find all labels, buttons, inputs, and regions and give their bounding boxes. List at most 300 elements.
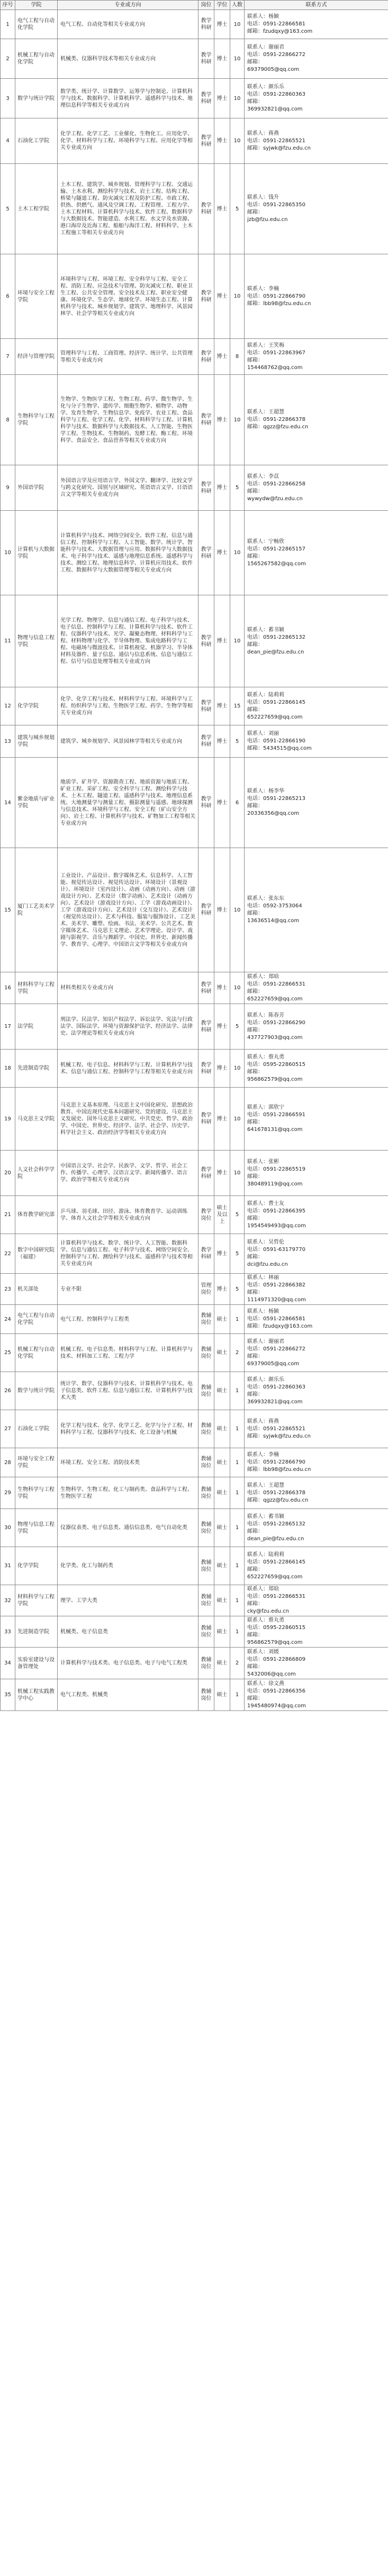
table-row	[1, 1305, 388, 1334]
contact-line: 电话：0591-22866581	[247, 1316, 305, 1322]
contact-line: 电话：0591-22866591	[247, 1112, 305, 1118]
table-row	[1, 725, 388, 758]
contact-line: 电话：0591-22865350	[247, 202, 305, 208]
cell-post: 教辅岗位	[198, 1334, 214, 1372]
cell-major: 机械工程、电子信息类、材料科学与工程、计算机科学与技术、材料加工工程、工程力学	[58, 1334, 198, 1372]
cell-no: 7	[1, 339, 15, 375]
contact-line: 邮箱：	[247, 1069, 263, 1075]
cell-degree: 博士	[214, 511, 230, 595]
cell-major: 建筑学、城乡规划学、风景园林学等相关专业或方向	[58, 725, 198, 758]
table-row	[1, 1372, 388, 1410]
cell-college: 电气工程与自动化学院	[15, 1305, 58, 1334]
contact-line: 380489119@qq.com	[247, 1181, 303, 1187]
cell-no: 16	[1, 972, 15, 1004]
contact-line: 邮箱：	[247, 1632, 263, 1638]
cell-no: 28	[1, 1448, 15, 1477]
contact-line: 邮箱：	[247, 988, 263, 995]
cell-post: 教学科研	[198, 687, 214, 725]
contact-line: 邮箱：	[247, 1663, 263, 1670]
cell-count: 10	[230, 39, 245, 79]
cell-degree: 硕士	[214, 1585, 230, 1616]
cell-post: 教学科研	[198, 375, 214, 465]
contact-line: 邮箱：syjwk@fzu.edu.cn	[247, 1433, 311, 1439]
cell-count: 10	[230, 595, 245, 687]
cell-major: 生物科学、生物工程、化工与制药类、食品科学与工程、生物医学工程	[58, 1477, 198, 1509]
cell-no: 31	[1, 1547, 15, 1585]
cell-count: 2	[230, 1648, 245, 1679]
contact-line: 电话：0591-63179770	[247, 1247, 305, 1253]
cell-contact	[245, 1334, 388, 1372]
cell-college: 机关部处	[15, 1274, 58, 1305]
table-row	[1, 972, 388, 1004]
table-row	[1, 595, 388, 687]
table-row	[1, 79, 388, 118]
cell-degree: 硕士	[214, 1372, 230, 1410]
cell-degree: 博士	[214, 1004, 230, 1050]
cell-college: 材料科学与工程学院	[15, 972, 58, 1004]
contact-line: 电话：0591-22866258	[247, 481, 305, 487]
cell-contact	[245, 1151, 388, 1196]
cell-count: 5	[230, 1234, 245, 1274]
contact-line: 联系人：刘媛	[247, 1649, 279, 1655]
contact-line: 电话：0591-22866531	[247, 981, 305, 987]
cell-degree: 硕士	[214, 1410, 230, 1448]
cell-count: 1	[230, 1477, 245, 1509]
cell-no: 14	[1, 758, 15, 848]
cell-major: 计算机科学与技术、数学、统计学、人工智能、数据科学、信息与通信工程、电子科学与技术、网络空间安全、控制科学与工程、测绘科学与技术、遥感科学与技术等相关专业或方向	[58, 1234, 198, 1274]
contact-line: 电话：0591-22866378	[247, 417, 305, 422]
cell-major: 生物学、生物医学工程、生物工程、药学、微生物学、生化与分子生物学、遗传学、细胞生物学、植物学、动物学、发育生物学、生物信息学、免疫学、农业工程、食品科学与工程、化学工程、化学、材料科学与工程、计算机科学与技术、数据科学与大数据技术、人工智能、生物医学工程、生物技术、生物制药、发酵工程、酶工程、环境科学、食品安全、食品营养等相关专业或方向	[58, 375, 198, 465]
cell-no: 27	[1, 1410, 15, 1448]
contact-line: 邮箱：	[247, 910, 263, 916]
cell-count: 10	[230, 1050, 245, 1088]
contact-line: 邮箱：	[247, 1119, 263, 1125]
contact-line: 956862579@qq.com	[247, 1640, 303, 1645]
contact-line: 69379005@qq.com	[247, 67, 300, 72]
contact-line: 联系人：蔡丸勇	[247, 1054, 284, 1060]
contact-line: 联系人：王笑梅	[247, 342, 284, 348]
cell-degree: 博士	[214, 10, 230, 39]
contact-line: 联系人：钱升	[247, 195, 279, 200]
cell-degree: 博士	[214, 1234, 230, 1274]
contact-line: 1114971320@qq.com	[247, 1297, 306, 1303]
cell-contact	[245, 1616, 388, 1648]
cell-contact	[245, 511, 388, 595]
cell-contact	[245, 725, 388, 758]
cell-count: 1	[230, 1679, 245, 1711]
cell-college: 马克思主义学院	[15, 1088, 58, 1151]
cell-major: 地质学、矿井学、资源勘查工程、地质资源与地质工程、矿业工程、采矿工程、安全科学与工程、测绘科学与技术、土木工程、隧道工程、遥感科学与技术、地理信息系统、大地测量学与测量工程、摄影测量与遥感、地球探测与信息技术、环境科学与工程、安全工程（矿山安全方向）、岩土工程、计算机科学与技术、矿物加工工程等相关专业或方向	[58, 758, 198, 848]
cell-college: 先进制造学院	[15, 1616, 58, 1648]
contact-line: 邮箱：	[247, 1173, 263, 1180]
cell-degree: 博士	[214, 254, 230, 339]
cell-count: 15	[230, 687, 245, 725]
contact-line: 联系人：蓄书颖	[247, 1513, 284, 1520]
cell-college: 环境与安全工程学院	[15, 254, 58, 339]
contact-line: 联系人：李苡	[247, 473, 279, 480]
contact-line: 邮箱：	[247, 357, 263, 363]
cell-post: 教辅岗位	[198, 1305, 214, 1334]
contact-line: 邮箱：	[247, 1601, 263, 1607]
cell-college: 建筑与城乡规划学院	[15, 725, 58, 758]
contact-line: 电话：0591-22866356	[247, 1688, 305, 1694]
cell-degree: 博士	[214, 725, 230, 758]
cell-count: 5	[230, 465, 245, 511]
table-row	[1, 1234, 388, 1274]
cell-contact	[245, 10, 388, 39]
cell-count: 10	[230, 254, 245, 339]
contact-line: 652227659@qq.com	[247, 1574, 303, 1580]
cell-post: 教学科研	[198, 595, 214, 687]
cell-contact	[245, 375, 388, 465]
contact-line: 邮箱：	[247, 1215, 263, 1221]
cell-major: 机械工程、电子信息、材料科学与工程、计算机科学与技术、信息与通信工程、控制科学与工程等相关专业或方向	[58, 1050, 198, 1088]
cell-count: 5	[230, 1196, 245, 1234]
cell-major: 材料类相关专业或方向	[58, 972, 198, 1004]
cell-post: 教学科研	[198, 848, 214, 972]
cell-college: 经济与管理学院	[15, 339, 58, 375]
contact-line: 电话：0591-22866809	[247, 1656, 305, 1662]
contact-line: 联系人：蒋燕	[247, 130, 279, 136]
contact-line: 邮箱：fzudqxy@163.com	[247, 1323, 313, 1329]
contact-line: 641678131@qq.com	[247, 1127, 303, 1133]
cell-post: 教辅岗位	[198, 1410, 214, 1448]
cell-no: 25	[1, 1334, 15, 1372]
cell-no: 15	[1, 848, 15, 972]
cell-no: 35	[1, 1679, 15, 1711]
contact-line: 邮箱：	[247, 99, 263, 105]
contact-line: 邮箱：	[247, 59, 263, 65]
cell-count: 1	[230, 1448, 245, 1477]
table-row	[1, 1334, 388, 1372]
contact-line: 437727903@qq.com	[247, 1034, 303, 1041]
cell-college: 石油化工学院	[15, 118, 58, 164]
cell-post: 教学科研	[198, 339, 214, 375]
cell-major: 电气工程、控制科学与工程类	[58, 1305, 198, 1334]
cell-college: 法学院	[15, 1004, 58, 1050]
cell-post: 教学科研	[198, 725, 214, 758]
cell-contact	[245, 79, 388, 118]
cell-count: 8	[230, 339, 245, 375]
cell-no: 30	[1, 1509, 15, 1547]
table-row	[1, 164, 388, 254]
cell-no: 22	[1, 1234, 15, 1274]
cell-post: 教学岗位	[198, 1196, 214, 1234]
contact-line: 电话：0591-22866145	[247, 1559, 305, 1565]
cell-degree: 博士	[214, 758, 230, 848]
contact-line: 1954549493@qq.com	[247, 1222, 306, 1229]
table-row	[1, 1196, 388, 1234]
cell-count: 5	[230, 1004, 245, 1050]
cell-college: 环境与安全工程学院	[15, 1448, 58, 1477]
header-major: 专业或方向	[58, 1, 198, 10]
cell-college: 紫金地质与矿业学院	[15, 758, 58, 848]
cell-no: 32	[1, 1585, 15, 1616]
cell-post: 教学科研	[198, 1004, 214, 1050]
table-row	[1, 39, 388, 79]
cell-post: 教学科研	[198, 511, 214, 595]
cell-degree: 博士	[214, 79, 230, 118]
cell-post: 教辅岗位	[198, 1585, 214, 1616]
cell-degree: 博士	[214, 465, 230, 511]
cell-degree: 博士	[214, 39, 230, 79]
cell-post: 教学科研	[198, 1151, 214, 1196]
cell-count: 10	[230, 848, 245, 972]
cell-count: 10	[230, 79, 245, 118]
contact-line: 邮箱：	[247, 488, 263, 494]
cell-contact	[245, 1547, 388, 1585]
cell-major: 理学、工学大类	[58, 1585, 198, 1616]
contact-line: 联系人：王超慧	[247, 1482, 284, 1488]
cell-college: 数学与统计学院	[15, 79, 58, 118]
cell-degree: 博士	[214, 972, 230, 1004]
cell-major: 数学类、统计学、计算数学、运筹学与控制论、计算机科学与技术、数据科学、计算机科学、遥感科学与技术、地理信息科学等相关专业或方向	[58, 79, 198, 118]
contact-line: 联系人：王超慧	[247, 409, 284, 415]
header-no: 序号	[1, 1, 15, 10]
cell-post: 教学科研	[198, 118, 214, 164]
cell-post: 教辅岗位	[198, 1448, 214, 1477]
contact-line: 652227659@qq.com	[247, 714, 303, 720]
cell-post: 教辅岗位	[198, 1616, 214, 1648]
contact-line: 联系人：林丽	[247, 1275, 279, 1281]
cell-major: 土木工程、建筑学、城乡规划、管理科学与工程、交通运输、土木水利、测绘科学与技术、岩土工程、结构工程、桥梁与隧道工程、防灾减灾工程及防护工程、市政工程、供热、供燃气、通风及空调工程、工程管理、工程力学、土木工程材料、计算机科学与技术、软件工程、数据科学与大数据技术、智能建造、水利工程、水文学及水资源、港口海岸及近海工程、船舶与海洋工程、材料科学、土木工程施工等相关专业或方向	[58, 164, 198, 254]
cell-degree: 博士	[214, 1151, 230, 1196]
cell-degree: 博士	[214, 687, 230, 725]
contact-line: 邮箱：	[247, 1353, 263, 1359]
contact-line: 电话：0591-22866290	[247, 1019, 305, 1026]
cell-no: 23	[1, 1274, 15, 1305]
contact-line: 联系人：郭欣宁	[247, 1105, 284, 1110]
cell-college: 电气工程与自动化学院	[15, 10, 58, 39]
contact-line: 电话：0591-22865521	[247, 137, 305, 144]
cell-post: 教学科研	[198, 1088, 214, 1151]
table-row	[1, 1585, 388, 1616]
cell-no: 2	[1, 39, 15, 79]
cell-post: 教学科研	[198, 465, 214, 511]
cell-no: 13	[1, 725, 15, 758]
cell-no: 12	[1, 687, 15, 725]
cell-degree: 硕士及以上	[214, 1196, 230, 1234]
cell-contact	[245, 1648, 388, 1679]
contact-line: 邮箱：	[247, 803, 263, 809]
contact-line: 邮箱：	[247, 706, 263, 713]
contact-line: 联系人：吴哲伦	[247, 1239, 284, 1245]
cell-count: 1	[230, 1616, 245, 1648]
cell-major: 专业不限	[58, 1274, 198, 1305]
cell-major: 化学类、化工与制药类	[58, 1547, 198, 1585]
contact-line: 956862579@qq.com	[247, 1076, 303, 1082]
cell-college: 材料科学与工程学院	[15, 1585, 58, 1616]
cell-count: 10	[230, 511, 245, 595]
cell-college: 数字中国研究院（福建）	[15, 1234, 58, 1274]
contact-line: 联系人：陆莉莉	[247, 1551, 284, 1558]
cell-count: 10	[230, 972, 245, 1004]
table-row	[1, 10, 388, 39]
cell-contact	[245, 1448, 388, 1477]
cell-contact	[245, 1585, 388, 1616]
contact-line: 电话：0595-22860515	[247, 1061, 305, 1068]
cell-college: 石油化工学院	[15, 1410, 58, 1448]
contact-line: 电话：0592-3753064	[247, 903, 302, 909]
cell-no: 10	[1, 511, 15, 595]
contact-line: cky@fzu.edu.cn	[247, 1608, 289, 1614]
table-row	[1, 1616, 388, 1648]
contact-line: 邮箱：syjwk@fzu.edu.cn	[247, 145, 311, 151]
contact-line: 联系人：蓄书颖	[247, 627, 284, 633]
contact-line: 联系人：谢丽君	[247, 1338, 284, 1345]
cell-no: 3	[1, 79, 15, 118]
table-row	[1, 1477, 388, 1509]
contact-line: 联系人：李楠	[247, 1452, 279, 1458]
cell-degree: 博士	[214, 848, 230, 972]
contact-line: 联系人：颜乐乐	[247, 1376, 284, 1383]
cell-college: 化学学院	[15, 1547, 58, 1585]
cell-post: 教学科研	[198, 254, 214, 339]
contact-line: 13636514@qq.com	[247, 918, 300, 924]
contact-line: 邮箱：	[247, 553, 263, 559]
cell-count: 2	[230, 1334, 245, 1372]
contact-line: 电话：0591-22866790	[247, 293, 305, 299]
cell-contact	[245, 687, 388, 725]
table-row	[1, 1679, 388, 1711]
table-row	[1, 1547, 388, 1585]
cell-major: 机械类、电子信息类	[58, 1616, 198, 1648]
contact-line: 邮箱：	[247, 1695, 263, 1701]
contact-line: 联系人：颜乐乐	[247, 84, 284, 90]
contact-line: 邮箱：	[247, 641, 263, 648]
contact-line: 联系人：刘丽	[247, 731, 279, 737]
contact-line: 邮箱：	[247, 1027, 263, 1033]
cell-degree: 硕士	[214, 1448, 230, 1477]
cell-no: 1	[1, 10, 15, 39]
cell-major: 化学、化学工程与技术、材料科学与工程、环境科学与工程、纺织科学与工程、生物医学工程、药学、生物学等相关专业或方向	[58, 687, 198, 725]
cell-contact	[245, 1050, 388, 1088]
cell-no: 9	[1, 465, 15, 511]
table-row	[1, 1004, 388, 1050]
contact-line: 联系人：杨颖	[247, 14, 279, 20]
cell-major: 电气工程、自动化等相关专业或方向	[58, 10, 198, 39]
contact-line: 邮箱：	[247, 1254, 263, 1260]
cell-count: 6	[230, 758, 245, 848]
header-college: 学院	[15, 1, 58, 10]
contact-line: 电话：0591-22866272	[247, 52, 305, 58]
cell-major: 统计学、数学、仪器科学与技术、计算机科学与技术、电子信息类、软件工程、信息与通信工程、计算机科学与技术大类	[58, 1372, 198, 1410]
header-post: 岗位	[198, 1, 214, 10]
contact-line: 154468762@qq.com	[247, 364, 303, 371]
cell-no: 18	[1, 1050, 15, 1088]
contact-line: 电话：0591-22865157	[247, 546, 305, 552]
cell-post: 管理岗位	[198, 1274, 214, 1305]
cell-major: 中国语言文学、社会学、民族学、文学、哲学、社会工作、传播学、心理学、汉语言文学、新闻传播学、语言学、政治学等相关专业或方向	[58, 1151, 198, 1196]
contact-line: 369932821@qq.com	[247, 1399, 303, 1405]
cell-contact	[245, 848, 388, 972]
contact-line: dean_pie@fzu.edu.cn	[247, 1535, 304, 1542]
table-row	[1, 465, 388, 511]
cell-college: 生物科学与工程学院	[15, 375, 58, 465]
cell-post: 教学科研	[198, 1050, 214, 1088]
contact-line: 电话：0591-22865213	[247, 796, 305, 802]
cell-contact	[245, 1196, 388, 1234]
contact-line: 电话：0591-22866790	[247, 1459, 305, 1465]
contact-line: 联系人：郑晗	[247, 973, 279, 980]
contact-line: 联系人：陆莉莉	[247, 692, 284, 698]
table-row	[1, 1050, 388, 1088]
cell-count: 1	[230, 1372, 245, 1410]
table-row	[1, 848, 388, 972]
cell-degree: 博士	[214, 164, 230, 254]
contact-line: 电话：0591-22866382	[247, 1282, 305, 1288]
cell-count: 5	[230, 164, 245, 254]
cell-degree: 博士	[214, 375, 230, 465]
cell-college: 机械工程实践教学中心	[15, 1679, 58, 1711]
cell-college: 厦门工艺美术学院	[15, 848, 58, 972]
cell-no: 29	[1, 1477, 15, 1509]
cell-no: 24	[1, 1305, 15, 1334]
header-contact: 联系方式	[245, 1, 388, 10]
cell-no: 11	[1, 595, 15, 687]
contact-line: 电话：0591-22865132	[247, 634, 305, 640]
cell-college: 计算机与大数据学院	[15, 511, 58, 595]
contact-line: dean_pie@fzu.edu.cn	[247, 649, 304, 655]
cell-no: 34	[1, 1648, 15, 1679]
cell-count: 1	[230, 1305, 245, 1334]
contact-line: 联系人：张东东	[247, 896, 284, 901]
cell-college: 数学与统计学院	[15, 1372, 58, 1410]
contact-line: 电话：0591-22866378	[247, 1489, 305, 1496]
cell-college: 人文社会科学学院	[15, 1151, 58, 1196]
cell-degree: 博士	[214, 1050, 230, 1088]
table-row	[1, 687, 388, 725]
cell-count: 1	[230, 1509, 245, 1547]
table-row	[1, 1088, 388, 1151]
cell-contact	[245, 758, 388, 848]
cell-count: 5	[230, 1274, 245, 1305]
cell-contact	[245, 972, 388, 1004]
cell-major: 光学工程、物理学、信息与通信工程、电子科学与技术、电子信息、控制科学与工程、计算机科学与技术、软件工程、仪器科学与技术、光学、凝聚态物理、材料科学与工程、材料物理与化学、半导体物理、集成电路科学与工程、电磁场与微波技术、计算机视觉、机器学习、半导体材料及器件、量子信息、通信与信息系统、信息与通信工程、信号与信息处理等相关专业或方向	[58, 595, 198, 687]
cell-post: 教辅岗位	[198, 1547, 214, 1585]
contact-line: 邮箱：lbb98@fzu.edu.cn	[247, 1467, 311, 1473]
cell-degree: 硕士	[214, 1679, 230, 1711]
cell-count: 10	[230, 118, 245, 164]
contact-line: 联系人：杨李华	[247, 788, 284, 794]
cell-college: 土木工程学院	[15, 164, 58, 254]
table-row	[1, 254, 388, 339]
cell-college: 生物科学与工程学院	[15, 1477, 58, 1509]
contact-line: 邮箱：lbb98@fzu.edu.cn	[247, 300, 311, 307]
cell-degree: 硕士	[214, 1547, 230, 1585]
cell-post: 教辅岗位	[198, 1679, 214, 1711]
cell-no: 26	[1, 1372, 15, 1410]
contact-line: 电话：0591-22866145	[247, 699, 305, 705]
cell-degree: 硕士	[214, 1648, 230, 1679]
cell-college: 机械工程与自动化学院	[15, 1334, 58, 1372]
cell-count: 1	[230, 1585, 245, 1616]
contact-line: jzb@fzu.edu.cn	[247, 217, 288, 223]
contact-line: 69379005@qq.com	[247, 1360, 300, 1367]
cell-contact	[245, 1274, 388, 1305]
cell-major: 马克思主义基本原理、马克思主义中国化研究、思想政治教育、中国近现代史基本问题研究、党的建设、马克思主义发展史、国外马克思主义研究、中共党史、哲学、政治学、中国史、世界史、经济学、法学、社会学、历史学、科学社会主义、政治经济学等相关专业或方向	[58, 1088, 198, 1151]
cell-degree: 硕士	[214, 1334, 230, 1372]
cell-degree: 博士	[214, 1088, 230, 1151]
cell-college: 实验室建设与设备管理处	[15, 1648, 58, 1679]
cell-count: 10	[230, 1088, 245, 1151]
table-row	[1, 1448, 388, 1477]
cell-no: 33	[1, 1616, 15, 1648]
cell-degree: 博士	[214, 118, 230, 164]
table-row	[1, 1648, 388, 1679]
cell-contact	[245, 1509, 388, 1547]
table-body	[1, 10, 388, 1711]
